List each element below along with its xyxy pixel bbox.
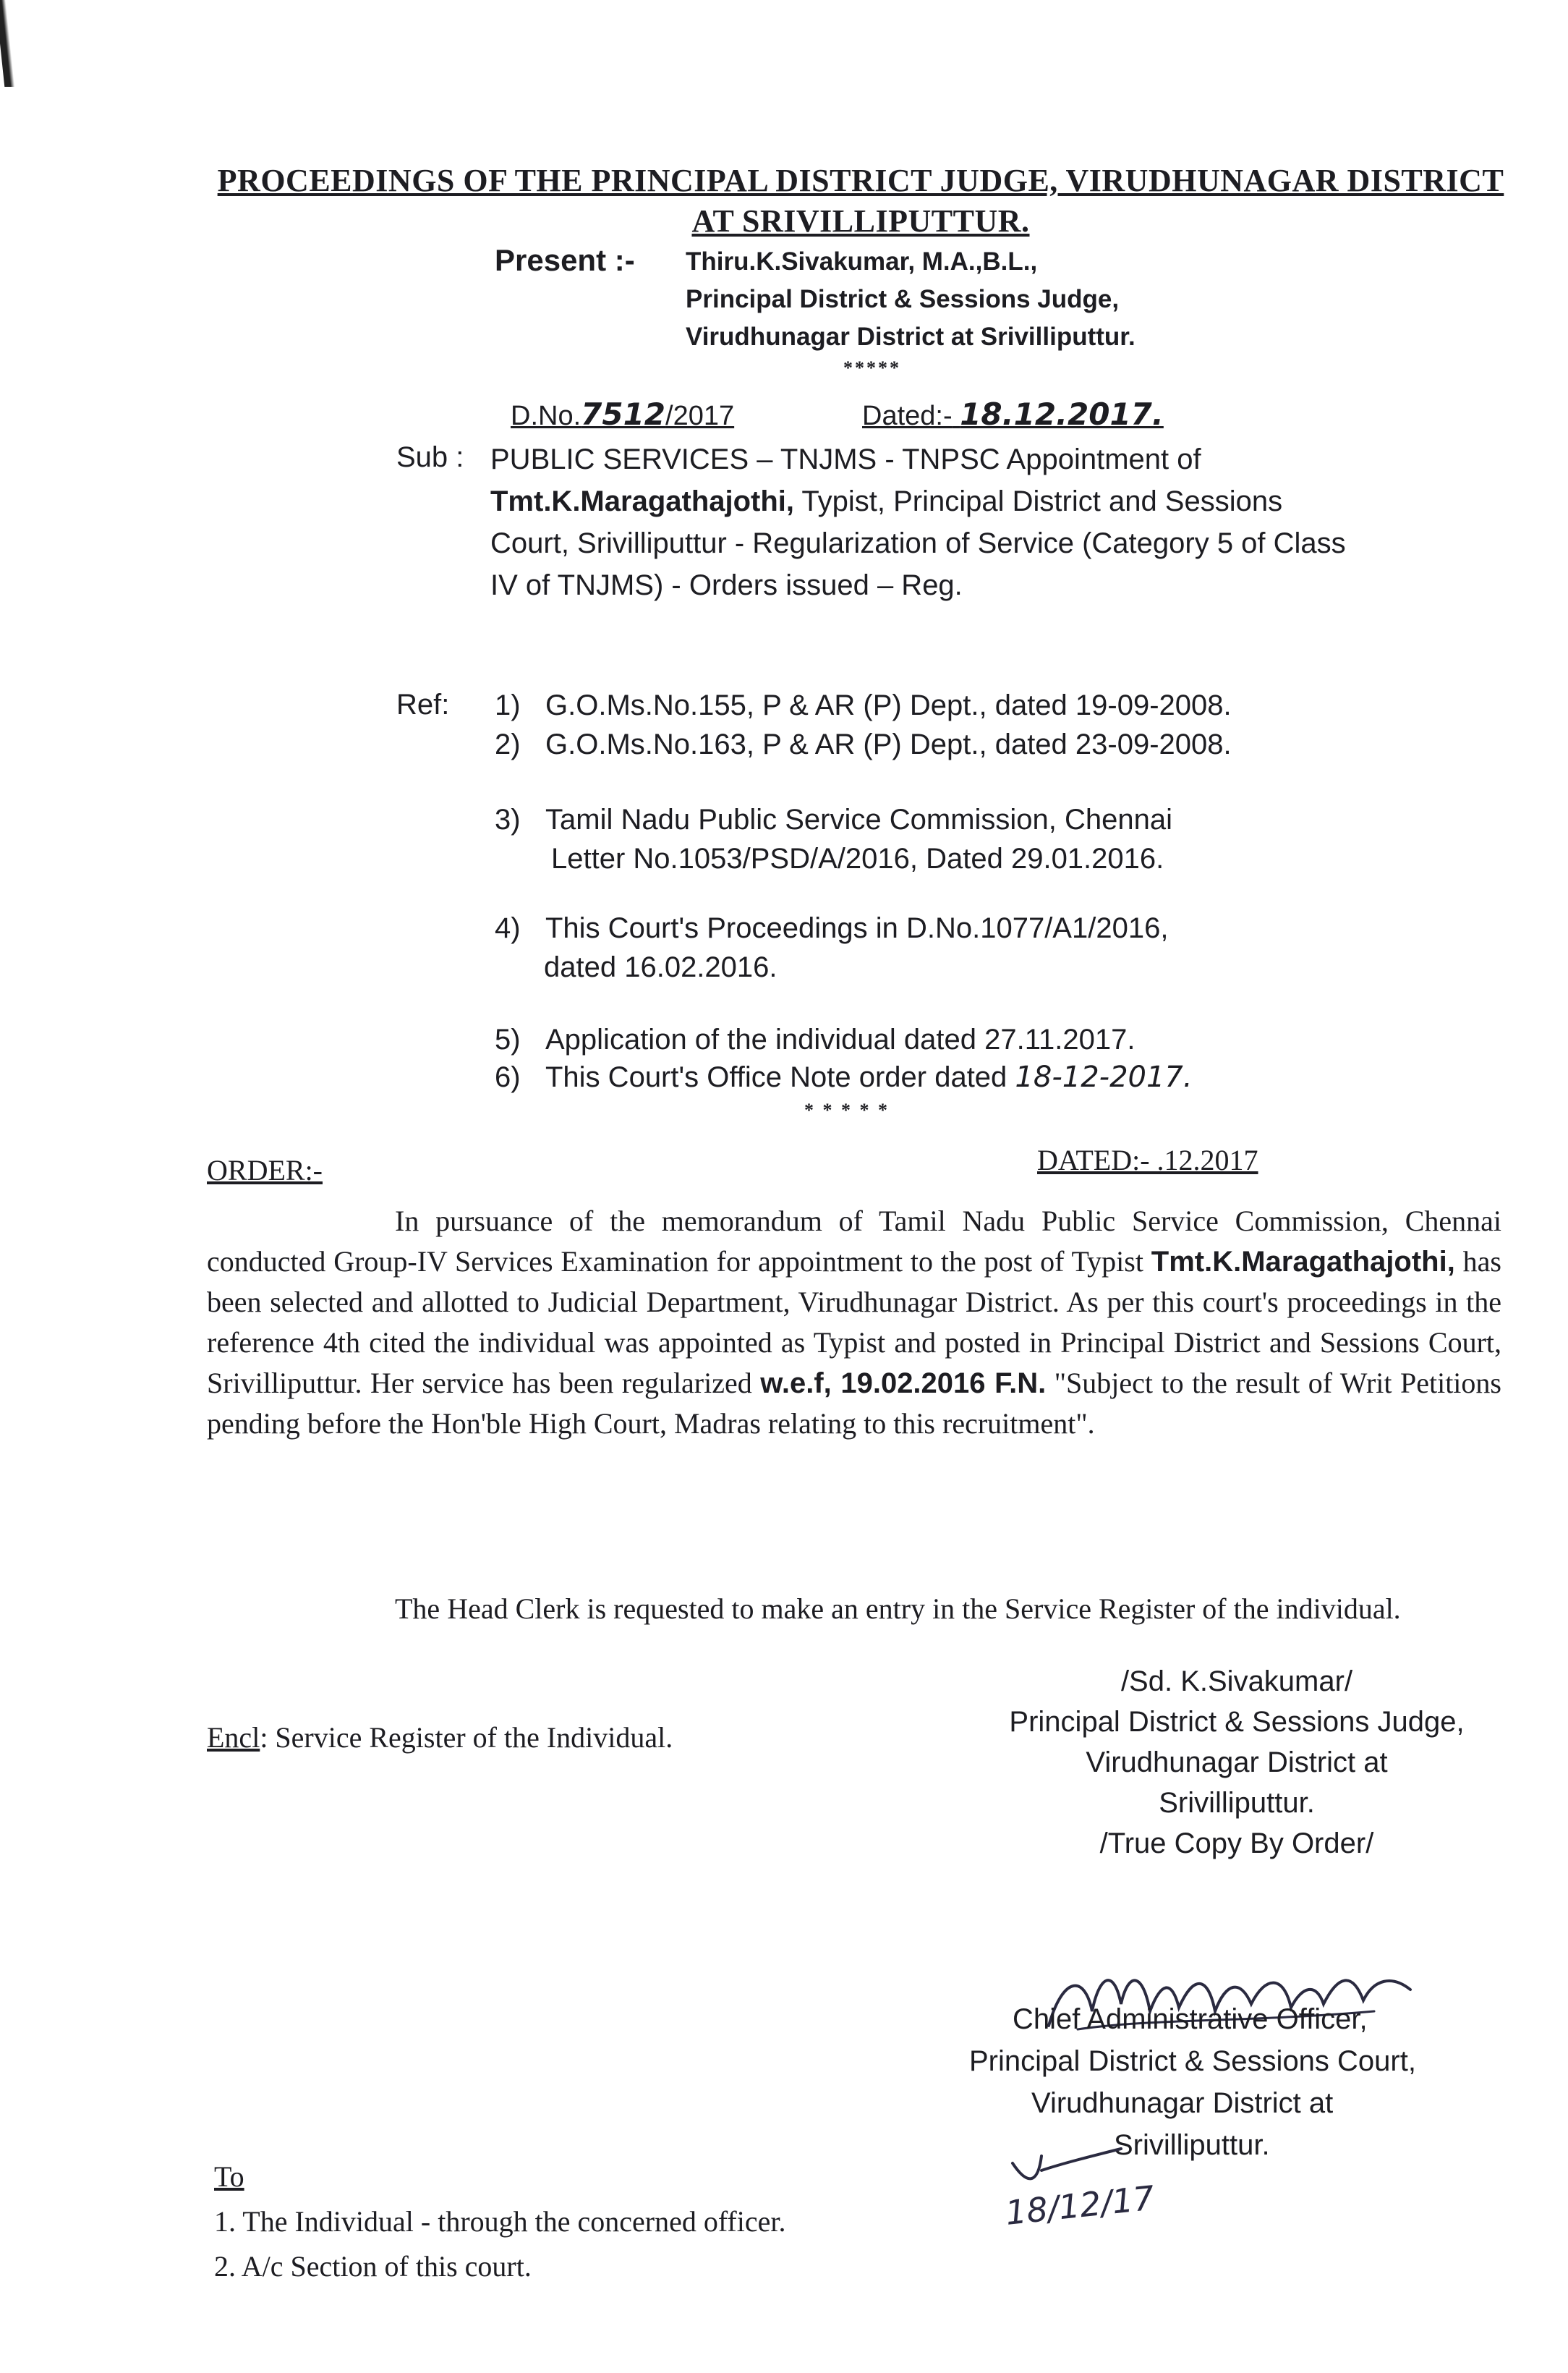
office-note-handwritten-date: 18-12-2017.: [1015, 1061, 1193, 1094]
reference-item-5: 5) Application of the individual dated 27.11.2017.: [495, 1024, 1135, 1056]
reference-item-1: 1) G.O.Ms.No.155, P & AR (P) Dept., dated 19-09-2008.: [495, 689, 1232, 721]
subject-part1: PUBLIC SERVICES – TNJMS - TNPSC Appointment of: [490, 443, 1201, 475]
dno-suffix: /2017: [665, 401, 735, 431]
subject-text: [490, 438, 1358, 606]
present-line-location: Virudhunagar District at Srivilliputtur.: [686, 323, 1135, 351]
enclosure-label: Encl: [207, 1721, 260, 1754]
order-date: DATED:- .12.2017: [1037, 1144, 1258, 1176]
initials-date: 18/12/17: [1003, 2178, 1156, 2233]
present-label: Present :-: [495, 243, 635, 277]
enclosure-text: : Service Register of the Individual.: [260, 1721, 673, 1754]
signed-block: [940, 1661, 1533, 1864]
separator-stars-2: * * * * *: [804, 1100, 890, 1121]
present-line-designation: Principal District & Sessions Judge,: [686, 285, 1120, 313]
dno-prefix: D.No.: [511, 401, 581, 431]
signed-designation: Principal District & Sessions Judge,: [1009, 1706, 1465, 1738]
order-label: ORDER:-: [207, 1154, 323, 1186]
to-item-2: 2. A/c Section of this court.: [214, 2250, 532, 2283]
signed-place: Srivilliputtur.: [1159, 1787, 1315, 1819]
document-number: [511, 396, 734, 432]
signed-district: Virudhunagar District at: [1086, 1746, 1388, 1778]
reference-item-4: 4) This Court's Proceedings in D.No.1077/A1/2016, dated 16.02.2016.: [495, 912, 1169, 983]
page-edge-shadow: [0, 0, 14, 87]
order-paragraph-2: The Head Clerk is requested to make an entry in the Service Register of the individual.: [395, 1592, 1401, 1625]
subject-part2: Typist, Principal District and Sessions Court, Srivilliputtur - Regularization of Service (Category 5 of Class IV of TNJMS) - Orders issued – Reg.: [490, 485, 1346, 601]
separator-stars: *****: [843, 357, 901, 378]
order-paragraph-1: In pursuance of the memorandum of Tamil Nadu Public Service Commission, Chennai conducted Group-IV Services Examination for appointment to the post of Typist Tmt.K.Maragathajothi, has been selected and allotted to Judicial Department, Virudhunagar District. As per this court's proceedings in the reference 4th cited the individual was appointed as Typist and posted in Principal District and Sessions Court, Srivilliputtur. Her service has been regularized w.e.f, 19.02.2016 F.N. "Subject to the result of Writ Petitions pending before the Hon'ble High Court, Madras relating to this recruitment".: [207, 1205, 1501, 1440]
true-copy-note: /True Copy By Order/: [1099, 1827, 1374, 1859]
subject-label: Sub :: [396, 441, 464, 473]
references-label: Ref:: [396, 689, 450, 721]
enclosure: [207, 1720, 673, 1754]
handwritten-initials: [998, 2141, 1172, 2243]
present-line-name: Thiru.K.Sivakumar, M.A.,B.L.,: [686, 247, 1038, 276]
reference-item-3: 3) Tamil Nadu Public Service Commission, Chennai Letter No.1053/PSD/A/2016, Dated 29.01.2016.: [495, 804, 1173, 875]
dno-handwritten-number: 7512: [581, 396, 666, 432]
subject-name: Tmt.K.Maragathajothi,: [490, 485, 795, 517]
proceedings-heading: PROCEEDINGS OF THE PRINCIPAL DISTRICT JUDGE, VIRUDHUNAGAR DISTRICT AT SRIVILLIPUTTUR.: [217, 163, 1504, 239]
dated-prefix: Dated:-: [862, 401, 953, 431]
to-item-1: 1. The Individual - through the concerned officer.: [214, 2205, 786, 2238]
to-label: To: [214, 2160, 244, 2193]
cao-district: Virudhunagar District at: [1031, 2087, 1334, 2119]
reference-item-2: 2) G.O.Ms.No.163, P & AR (P) Dept., dated 23-09-2008.: [495, 729, 1232, 760]
cao-place: Srivilliputtur.: [1114, 2129, 1270, 2161]
document-date: [862, 396, 1164, 432]
signed-name: /Sd. K.Sivakumar/: [1120, 1665, 1353, 1697]
cao-title: Chief Administrative Officer,: [1013, 2003, 1368, 2035]
cao-office: Principal District & Sessions Court,: [969, 2045, 1416, 2077]
appointee-name: Tmt.K.Maragathajothi,: [1151, 1246, 1455, 1278]
dated-handwritten-value: 18.12.2017.: [960, 396, 1164, 432]
present-block: [686, 243, 1135, 356]
regularization-date: w.e.f, 19.02.2016 F.N.: [760, 1367, 1047, 1399]
reference-item-6: 6) This Court's Office Note order dated 18-12-2017.: [495, 1061, 1193, 1094]
to-block: [214, 2155, 786, 2289]
